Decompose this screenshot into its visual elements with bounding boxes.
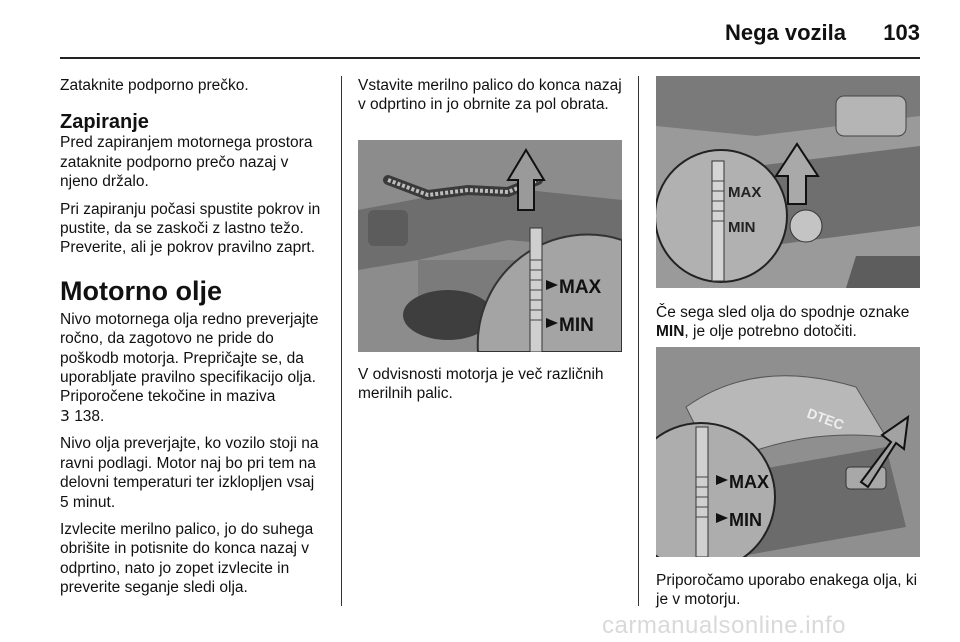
paragraph: Priporočamo uporabo enakega olja, ki je v motorju. xyxy=(656,572,918,609)
watermark: carmanualsonline.info xyxy=(602,612,846,639)
min-emphasis: MIN xyxy=(656,323,685,341)
column-3-mid xyxy=(656,303,922,350)
paragraph-text: Nivo motornega olja redno preverjajte ročno, da zagotovo ne pride do poškodb motorja. Prepričajte se, da uporabljate pravilno specifikacijo olja. Priporočene tekočine in maziva xyxy=(60,310,319,406)
reference-arrow-icon: 3 xyxy=(60,406,70,425)
column-divider-1 xyxy=(341,76,342,606)
text: , je olje potrebno dotočiti. xyxy=(684,323,857,341)
figure-dipstick-check-1 xyxy=(656,76,920,288)
column-2-lower xyxy=(358,365,624,412)
column-3-lower xyxy=(656,571,922,618)
dipstick-max-label: MAX xyxy=(729,472,769,492)
dipstick-max-label: MAX xyxy=(728,184,762,201)
figure-dipstick-check-2 xyxy=(656,347,920,557)
paragraph: Pred zapiranjem motornega prostora zataknite podporno prečo nazaj v njeno držalo. xyxy=(60,134,313,191)
dipstick-min-label: MIN xyxy=(728,219,756,236)
column-1 xyxy=(60,76,326,606)
page-number: 103 xyxy=(883,20,920,45)
paragraph: Vstavite merilno palico do konca nazaj v odprtino in jo obrnite za pol obrata. xyxy=(358,77,622,114)
paragraph: V odvisnosti motorja je več različnih merilnih palic. xyxy=(358,366,604,403)
paragraph: Pri zapiranju počasi spustite pokrov in pustite, da se zaskoči z lastno težo. Preverite, ali je pokrov pravilno zaprt. xyxy=(60,200,321,257)
page-reference[interactable] xyxy=(60,407,326,426)
heading-closing: Zapiranje xyxy=(60,111,149,134)
heading-engine-oil: Motorno olje xyxy=(60,275,222,306)
paragraph: Zataknite podporno prečko. xyxy=(60,77,249,94)
text: Če sega sled olja do spodnje oznake xyxy=(656,304,910,321)
dipstick-max-label: MAX xyxy=(559,277,602,298)
paragraph xyxy=(60,310,326,407)
paragraph-min-note xyxy=(656,303,922,342)
section-title: Nega vozila xyxy=(724,20,846,45)
header-rule xyxy=(60,57,920,59)
page-header xyxy=(60,0,920,62)
paragraph: Izvlecite merilno palico, jo do suhega obrišite in potisnite do konca nazaj v odprtino, nato jo zopet izvlecite in preverite seganje sledi olja. xyxy=(60,520,314,597)
paragraph: Nivo olja preverjajte, ko vozilo stoji na ravni podlagi. Motor naj bo pri tem na delovni temperaturi ter izklopljen vsaj 5 minut. xyxy=(60,435,319,511)
reference-page: 138. xyxy=(74,407,105,425)
dipstick-min-label: MIN xyxy=(559,315,594,336)
figure-dipstick-insert xyxy=(358,140,622,352)
engine-brand-label: DTEC xyxy=(804,404,847,433)
dipstick-min-label: MIN xyxy=(729,510,762,530)
column-2 xyxy=(358,76,624,123)
column-divider-2 xyxy=(638,76,639,606)
